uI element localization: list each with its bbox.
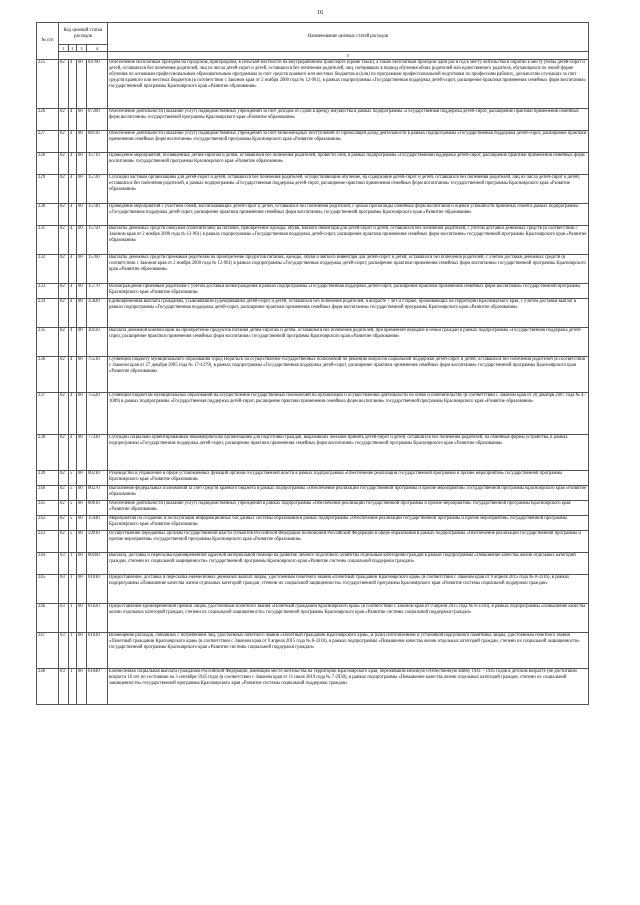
table-row — [37, 298, 589, 327]
table-row — [37, 632, 589, 668]
row-number: 226 — [37, 108, 59, 130]
code-program: 02 — [59, 470, 69, 485]
code-direction: 00 — [77, 603, 87, 632]
row-description: Проведение мероприятий, посвященных детям-сиротам и детям, оставшимся без попечения родителей, провести себя, в рамках подпрограммы «Государственная поддержка детей-сирот, расширение практики применения семейных форм воспитания» государственной программы Красноярского края «Развитие образования» — [108, 152, 589, 174]
row-description: Выплаты денежных средств приемным родителям на приобретение продуктов питания, одежды, обуви и мягкого инвентаря для детей-сирот и детей, оставшихся без попечения родителей, с учетом доставки денежных средств (в соответствии с Законом края от 2 ноября 2000 года № 12-961) в рамках подпрограммы «Государственная поддержка детей-сирот, расширение практики применения семейных форм воспитания» государственной программы Красноярского края «Развитие образования» — [108, 254, 589, 283]
table-row — [37, 470, 589, 485]
code-subprogram: 4 — [69, 59, 77, 108]
row-number: 236 — [37, 356, 59, 392]
code-expense: 77330 — [87, 434, 108, 470]
row-description: Ежемесячная социальная выплата гражданам Российской Федерации, имеющим место жительства на территории Красноярского края, пережившим Великую Отечественную войну 1941 – 1945 годов в детском возрасте (не достигшим возраста 18 лет по состоянию на 3 сентября 1945 года) (в соответствии с Законом края от 11 июля 2019 года № 7-2930), в рамках подпрограммы «Повышение качества жизни отдельных категорий граждан, степени их социальной защищенности» государственной программы Красноярского края «Развитие системы социальной поддержки граждан» — [108, 668, 589, 704]
row-description: Выплата, доставка и пересылка единовременной адресной материальной помощи на развитие личного подсобного хозяйства отдельным категориям граждан в рамках подпрограммы «Повышение качества жизни отдельных категорий граждан, степени их социальной защищенности» государственной программы Красноярского края «Развитие системы социальной поддержки граждан» — [108, 552, 589, 574]
table-row — [37, 515, 589, 530]
code-expense: 00270 — [87, 485, 108, 500]
code-direction: 00 — [77, 552, 87, 574]
code-expense: 15770 — [87, 283, 108, 298]
code-expense: 75510 — [87, 356, 108, 392]
header-num: № п/п — [37, 23, 59, 60]
table-row — [37, 356, 589, 392]
code-program: 02 — [59, 500, 69, 515]
code-program: 02 — [59, 108, 69, 130]
code-subprogram: 1 — [69, 632, 77, 668]
table-row — [37, 603, 589, 632]
code-program: 02 — [59, 174, 69, 203]
row-description: Обеспечение деятельности (оказание услуг) подведомственных учреждений за счет безвозмездных поступлений от приносящей доход деятельности в рамках подпрограммы «Государственная поддержка детей-сирот, расширение практики применения семейных форм воспитания» государственной программы Красноярского края «Развитие образования» — [108, 130, 589, 152]
row-number: 243 — [37, 530, 59, 552]
table-row — [37, 392, 589, 434]
code-expense: 15710 — [87, 152, 108, 174]
table-row — [37, 327, 589, 356]
code-subprogram: 5 — [69, 530, 77, 552]
code-program: 02 — [59, 485, 69, 500]
header-code-part: 1 — [59, 45, 69, 52]
code-subprogram: 4 — [69, 152, 77, 174]
target-expense-articles-table — [36, 22, 589, 705]
code-program: 02 — [59, 130, 69, 152]
row-number: 240 — [37, 485, 59, 500]
row-number: 237 — [37, 392, 59, 434]
code-subprogram: 4 — [69, 130, 77, 152]
row-number: 241 — [37, 500, 59, 515]
code-program: 03 — [59, 574, 69, 603]
row-description: Обеспечение бесплатным проездом на городском, пригородном, в сельской местности на внутрирайонном транспорте (кроме такси), а также бесплатным проездом один раз в год к месту жительства и обратно к месту учебы детей-сирот и детей, оставшихся без попечения родителей, лиц из числа детей-сирот и детей, оставшихся без попечения родителей, лиц, потерявших в период обучения обоих родителей или единственного родителя, обучающихся по очной форме обучения по основным профессиональным образовательным программам за счет средств краевого или местных бюджетов и (или) по программам профессиональной подготовки по профессиям рабочих, должностям служащих за счет средств краевого или местных бюджетов (в соответствии с Законом края от 2 ноября 2000 года № 12-961), в рамках подпрограммы «Государственная поддержка детей-сирот, расширение практики применения семейных форм воспитания» государственной программы Красноярского края «Развитие образования» — [108, 59, 589, 108]
code-subprogram: 5 — [69, 515, 77, 530]
code-program: 02 — [59, 530, 69, 552]
row-number: 229 — [37, 174, 59, 203]
code-subprogram: 4 — [69, 392, 77, 434]
table-row — [37, 668, 589, 704]
code-expense: 04700 — [87, 59, 108, 108]
row-description: Руководство и управление в сфере установленных функций органов государственной власти в рамках подпрограммы «Обеспечение реализации государственной программы и прочие мероприятия» государственной программы Красноярского края «Развитие образования» — [108, 470, 589, 485]
row-description: Субвенции бюджетам муниципальных образований на осуществление государственных полномочий по организации и осуществлению деятельности по опеке и попечительству (в соответствии с Законом края от 20 декабря 2007 года № 4-1089) в рамках подпрограммы «Государственная поддержка детей-сирот, расширение практики применения семейных форм воспитания» государственной программы Красноярского края «Развитие образования» — [108, 392, 589, 434]
code-direction: 00 — [77, 152, 87, 174]
row-description: Возмещение расходов, связанных с погребением лиц, удостоенных почетного звания «Почетный гражданин Красноярского края», и (или) изготовлением и установкой надгробного памятника лицам, удостоенным почетного звания «Почетный гражданин Красноярского края» (в соответствии с Законом края от 9 апреля 2015 года № 8-3316), в рамках подпрограммы «Повышение качества жизни отдельных категорий граждан, степени их социальной защищенности» государственной программы Красноярского края «Развитие системы социальной поддержки граждан» — [108, 632, 589, 668]
table-row — [37, 574, 589, 603]
code-direction: 00 — [77, 668, 87, 704]
code-program: 02 — [59, 515, 69, 530]
row-description: Осуществление переданных органам государственной власти субъектов Российской Федерации полномочий Российской Федерации в сфере образования в рамках подпрограммы «Обеспечение реализации государственной программы и прочие мероприятия» государственной программы Красноярского края «Развитие образования» — [108, 530, 589, 552]
code-subprogram: 4 — [69, 174, 77, 203]
row-number: 238 — [37, 434, 59, 470]
row-description: Выплаты денежных средств опекунам (попечителям) на питание, приобретение одежды, обуви, мягкого инвентаря для детей-сирот и детей, оставшихся без попечения родителей, с учетом доставки денежных средств (в соответствии с Законом края от 2 ноября 2000 года № 12-961) в рамках подпрограммы «Государственная поддержка детей-сирот, расширение практики применения семейных форм воспитания» государственной программы Красноярского края «Развитие образования» — [108, 225, 589, 254]
table-row — [37, 434, 589, 470]
page-number: 16 — [316, 9, 324, 16]
table-row — [37, 174, 589, 203]
code-program: 03 — [59, 552, 69, 574]
code-subprogram: 4 — [69, 283, 77, 298]
row-description: Мероприятия по созданию и эксплуатации информационных баз данных системы образования в рамках подпрограммы «Обеспечение реализации государственной программы и прочие мероприятия» государственной программы Красноярского края «Развитие образования» — [108, 515, 589, 530]
code-program: 02 — [59, 434, 69, 470]
code-program: 02 — [59, 327, 69, 356]
code-direction: 00 — [77, 515, 87, 530]
table-row — [37, 225, 589, 254]
code-program: 02 — [59, 254, 69, 283]
row-description: Проведение мероприятий с участием семей, воспитывающих детей-сирот и детей, оставшихся без попечения родителей, с целью пропаганды семейных форм воспитания и оценки успешности приемных семей в рамках подпрограммы «Государственная поддержка детей-сирот, расширение практики применения семейных форм воспитания» государственной программы Красноярского края «Развитие образования» — [108, 203, 589, 225]
code-subprogram: 1 — [69, 668, 77, 704]
row-number: 248 — [37, 668, 59, 704]
row-number: 244 — [37, 552, 59, 574]
row-number: 245 — [37, 574, 59, 603]
code-program: 03 — [59, 632, 69, 668]
code-subprogram: 4 — [69, 225, 77, 254]
code-expense: 15750 — [87, 225, 108, 254]
code-expense: 59910 — [87, 530, 108, 552]
row-number: 235 — [37, 327, 59, 356]
code-expense: 01040 — [87, 668, 108, 704]
code-direction: 00 — [77, 108, 87, 130]
code-expense: 15820 — [87, 298, 108, 327]
table-row — [37, 203, 589, 225]
code-direction: 00 — [77, 500, 87, 515]
code-subprogram: 4 — [69, 203, 77, 225]
row-number: 233 — [37, 283, 59, 298]
row-description: Субсидии социально ориентированным некоммерческим организациям для подготовки граждан, выразивших желание принять детей-сирот и детей, оставшихся без попечения родителей, на семейные формы устройства, в рамках подпрограммы «Государственная поддержка детей-сирот, расширение практики применения семейных форм воспитания» государственной программы Красноярского края «Развитие образования» — [108, 434, 589, 470]
code-subprogram: 4 — [69, 298, 77, 327]
header-code-part: 3 — [77, 45, 87, 52]
table-row — [37, 108, 589, 130]
code-program: 03 — [59, 668, 69, 704]
code-direction: 00 — [77, 470, 87, 485]
header-code-part: 2 — [69, 45, 77, 52]
row-description: Субсидии частным организациям для детей-сирот и детей, оставшихся без попечения родителей, осуществляющим обучение, на содержание детей-сирот и детей, оставшихся без попечения родителей, лиц из числа детей-сирот и детей, оставшихся без попечения родителей, в рамках подпрограммы «Государственная поддержка детей-сирот, расширение практики применения семейных форм воспитания» государственной программы Красноярского края «Развитие образования» — [108, 174, 589, 203]
code-direction: 00 — [77, 298, 87, 327]
table-row — [37, 552, 589, 574]
code-subprogram: 1 — [69, 552, 77, 574]
code-direction: 00 — [77, 203, 87, 225]
code-subprogram: 4 — [69, 327, 77, 356]
header-name: Наименование целевых статей расходов — [108, 23, 589, 52]
code-expense: 15720 — [87, 174, 108, 203]
code-direction: 00 — [77, 59, 87, 108]
header-code-part: 4 — [87, 45, 108, 52]
row-description: Предоставление единовременной премии лицам, удостоенным почетного звания «Почетный гражданин Красноярского края» (в соответствии с Законом края от 9 апреля 2015 года № 8-3316), в рамках подпрограммы «Повышение качества жизни отдельных категорий граждан, степени их социальной защищенности» государственной программы Красноярского края «Развитие системы социальной поддержки граждан» — [108, 603, 589, 632]
row-number: 230 — [37, 203, 59, 225]
table-row — [37, 530, 589, 552]
row-description: Субвенции бюджету муниципального образования город Норильск на осуществление государственных полномочий по решению вопросов социальной поддержки детей-сирот и детей, оставшихся без попечения родителей (в соответствии с Законом края от 27 декабря 2005 года № 17-4379), в рамках подпрограммы «Государственная поддержка детей-сирот, расширение практики применения семейных форм воспитания» государственной программы Красноярского края «Развитие образования» — [108, 356, 589, 392]
code-expense: 00610 — [87, 500, 108, 515]
code-direction: 00 — [77, 225, 87, 254]
code-expense: 75520 — [87, 392, 108, 434]
table-row — [37, 59, 589, 108]
code-subprogram: 5 — [69, 470, 77, 485]
row-number: 231 — [37, 225, 59, 254]
row-number: 242 — [37, 515, 59, 530]
row-number: 228 — [37, 152, 59, 174]
code-expense: 00210 — [87, 470, 108, 485]
row-description: Выполнение федеральных полномочий за счет средств краевого бюджета в рамках подпрограммы «Обеспечение реализации государственной программы и прочие мероприятия» государственной программы Красноярского края «Развитие образования» — [108, 485, 589, 500]
row-description: Вознаграждение приемным родителям с учетом доставки вознаграждения в рамках подпрограммы «Государственная поддержка детей-сирот, расширение практики применения семейных форм воспитания» государственной программы Красноярского края «Развитие образования» — [108, 283, 589, 298]
row-number: 246 — [37, 603, 59, 632]
code-direction: 00 — [77, 327, 87, 356]
code-program: 02 — [59, 392, 69, 434]
row-number: 247 — [37, 632, 59, 668]
code-expense: 01030 — [87, 632, 108, 668]
code-direction: 00 — [77, 530, 87, 552]
code-expense: 01020 — [87, 603, 108, 632]
code-direction: 00 — [77, 574, 87, 603]
code-program: 02 — [59, 152, 69, 174]
table-row — [37, 152, 589, 174]
code-subprogram: 5 — [69, 485, 77, 500]
code-expense: 07200 — [87, 108, 108, 130]
code-direction: 00 — [77, 485, 87, 500]
code-expense: 15940 — [87, 515, 108, 530]
header-col-number — [59, 52, 108, 59]
code-subprogram: 4 — [69, 254, 77, 283]
code-direction: 00 — [77, 254, 87, 283]
code-subprogram: 5 — [69, 500, 77, 515]
code-subprogram: 4 — [69, 108, 77, 130]
table-row — [37, 254, 589, 283]
code-program: 02 — [59, 298, 69, 327]
code-program: 02 — [59, 356, 69, 392]
table-row — [37, 500, 589, 515]
code-subprogram: 4 — [69, 434, 77, 470]
code-program: 02 — [59, 59, 69, 108]
code-subprogram: 1 — [69, 574, 77, 603]
code-direction: 00 — [77, 392, 87, 434]
code-expense: 01010 — [87, 574, 108, 603]
row-number: 225 — [37, 59, 59, 108]
code-program: 02 — [59, 283, 69, 298]
row-description: Единовременная выплата гражданам, усыновившим (удочерившим) детей-сирот и детей, оставшихся без попечения родителей, в возрасте 7 лет и старше, проживающих на территории Красноярского края, с учетом доставки выплат в рамках подпрограммы «Государственная поддержка детей-сирот, расширение практики применения семейных форм воспитания» государственной программы Красноярского края «Развитие образования» — [108, 298, 589, 327]
code-subprogram: 1 — [69, 603, 77, 632]
code-program: 02 — [59, 225, 69, 254]
table-row — [37, 485, 589, 500]
row-description: Выплата денежной компенсации на приобретение продуктов питания детям-сиротам и детям, оставшимся без попечения родителей, при временной передаче в семьи граждан в рамках подпрограммы «Государственная поддержка детей-сирот, расширение практики применения семейных форм воспитания» государственной программы Красноярского края «Развитие образования» — [108, 327, 589, 356]
code-expense: 00100 — [87, 552, 108, 574]
row-description: Обеспечение деятельности (оказание услуг) подведомственных учреждений за счет доходов от сдачи в аренду имущества в рамках подпрограммы «Государственная поддержка детей-сирот, расширение практики применения семейных форм воспитания» государственной программы Красноярского края «Развитие образования» — [108, 108, 589, 130]
code-expense: 08110 — [87, 130, 108, 152]
row-description: Предоставление, доставка и пересылка ежемесячных денежных выплат лицам, удостоенным почетного звания «Почетный гражданин Красноярского края» (в соответствии с Законом края от 9 апреля 2015 года № 8-3316), в рамках подпрограммы «Повышение качества жизни отдельных категорий граждан, степени их социальной защищенности» государственной программы Красноярского края «Развитие системы социальной поддержки граждан» — [108, 574, 589, 603]
row-description: Обеспечение деятельности (оказание услуг) подведомственных учреждений в рамках подпрограммы «Обеспечение реализации государственной программы и прочие мероприятия» государственной программы Красноярского края «Развитие образования» — [108, 500, 589, 515]
code-direction: 00 — [77, 434, 87, 470]
row-number: 227 — [37, 130, 59, 152]
code-direction: 00 — [77, 283, 87, 298]
header-code: Код целевой статьи расходов — [59, 23, 108, 45]
code-direction: 00 — [77, 356, 87, 392]
code-program: 03 — [59, 603, 69, 632]
table-row — [37, 283, 589, 298]
code-subprogram: 4 — [69, 356, 77, 392]
row-number: 232 — [37, 254, 59, 283]
code-direction: 00 — [77, 632, 87, 668]
code-program: 02 — [59, 203, 69, 225]
table-row — [37, 130, 589, 152]
code-expense: 30110 — [87, 327, 108, 356]
row-number: 239 — [37, 470, 59, 485]
code-expense: 15740 — [87, 203, 108, 225]
row-number: 234 — [37, 298, 59, 327]
code-expense: 15760 — [87, 254, 108, 283]
header-col-number: 5 — [108, 52, 589, 59]
code-direction: 00 — [77, 174, 87, 203]
code-direction: 00 — [77, 130, 87, 152]
